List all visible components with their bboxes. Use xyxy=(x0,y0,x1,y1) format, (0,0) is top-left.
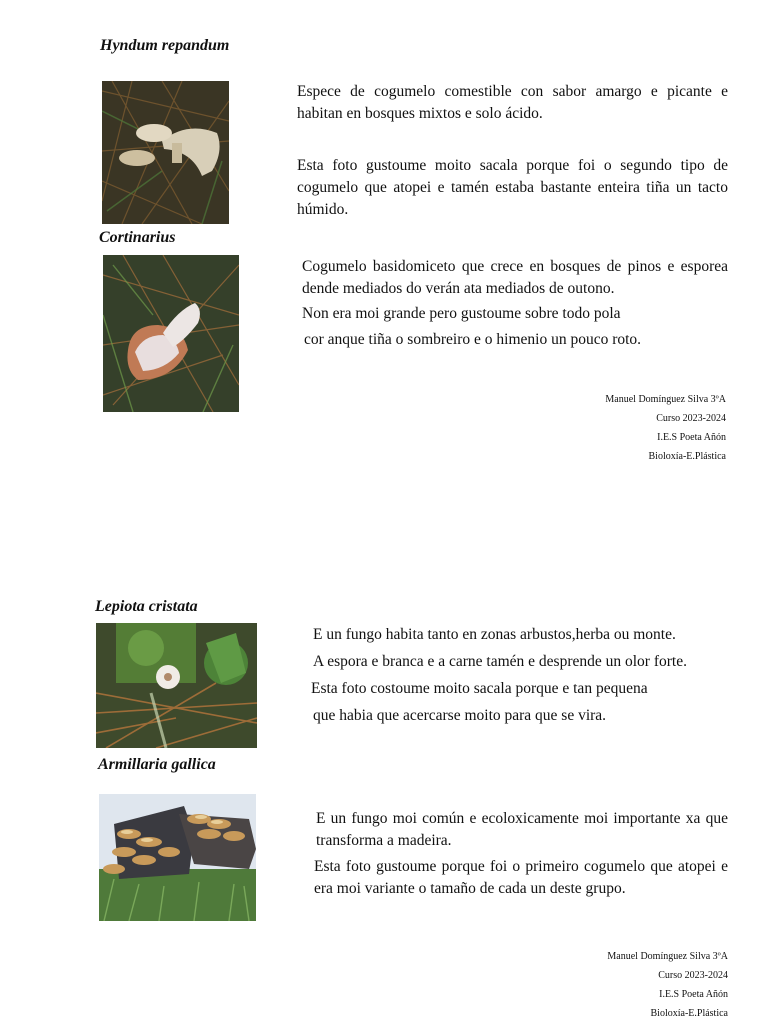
species-title-hyndum: Hyndum repandum xyxy=(100,37,230,54)
cortinarius-mushroom-photo xyxy=(103,255,239,412)
armillaria-mushroom-photo xyxy=(99,794,256,921)
page1-credits xyxy=(605,390,726,466)
credits-school: I.E.S Poeta Añón xyxy=(657,432,726,443)
species-title-armillaria: Armillaria gallica xyxy=(98,756,216,773)
lepiota-line-3: Esta foto costoume moito sacala porque e tan pequena xyxy=(311,680,648,697)
credits-author: Manuel Domínguez Silva 3ºA xyxy=(605,394,726,405)
hedgehog-mushroom-photo xyxy=(102,81,229,224)
armillaria-comment: Esta foto gustoume porque foi o primeiro cogumelo que atopei e era moi variante o tamaño de cada un deste grupo. xyxy=(314,858,728,897)
cortinarius-comment-line-1: Non era moi grande pero gustoume sobre todo pola xyxy=(302,305,621,322)
species-title-lepiota: Lepiota cristata xyxy=(95,598,198,615)
credits-school: I.E.S Poeta Añón xyxy=(659,989,728,1000)
lepiota-line-1: E un fungo habita tanto en zonas arbustos,herba ou monte. xyxy=(313,626,676,643)
cortinarius-comment-line-2: cor anque tiña o sombreiro e o himenio un pouco roto. xyxy=(304,331,642,348)
credits-author: Manuel Domínguez Silva 3ºA xyxy=(607,951,728,962)
armillaria-description: E un fungo moi común e ecoloxicamente moi importante xa que transforma a madeira. xyxy=(316,810,728,849)
credits-course: Curso 2023-2024 xyxy=(656,413,726,424)
species-title-cortinarius: Cortinarius xyxy=(99,229,176,246)
credits-course: Curso 2023-2024 xyxy=(658,970,728,981)
hyndum-description: Espece de cogumelo comestible con sabor amargo e picante e habitan en bosques mixtos e solo ácido. xyxy=(297,83,728,122)
hyndum-comment: Esta foto gustoume moito sacala porque foi o segundo tipo de cogumelo que atopei e tamén estaba bastante enteira tiña un tacto húmido. xyxy=(297,157,728,218)
lepiota-mushroom-photo xyxy=(96,623,257,748)
lepiota-line-4: que habia que acercarse moito para que se vira. xyxy=(313,707,607,724)
page2-credits xyxy=(607,947,728,1023)
lepiota-line-2: A espora e branca e a carne tamén e desprende un olor forte. xyxy=(313,653,687,670)
credits-subject: Bioloxía-E.Plástica xyxy=(648,451,726,462)
cortinarius-description: Cogumelo basidomiceto que crece en bosques de pinos e esporea dende mediados do verán ata mediados de outono. xyxy=(302,258,728,297)
credits-subject: Bioloxía-E.Plástica xyxy=(650,1008,728,1019)
